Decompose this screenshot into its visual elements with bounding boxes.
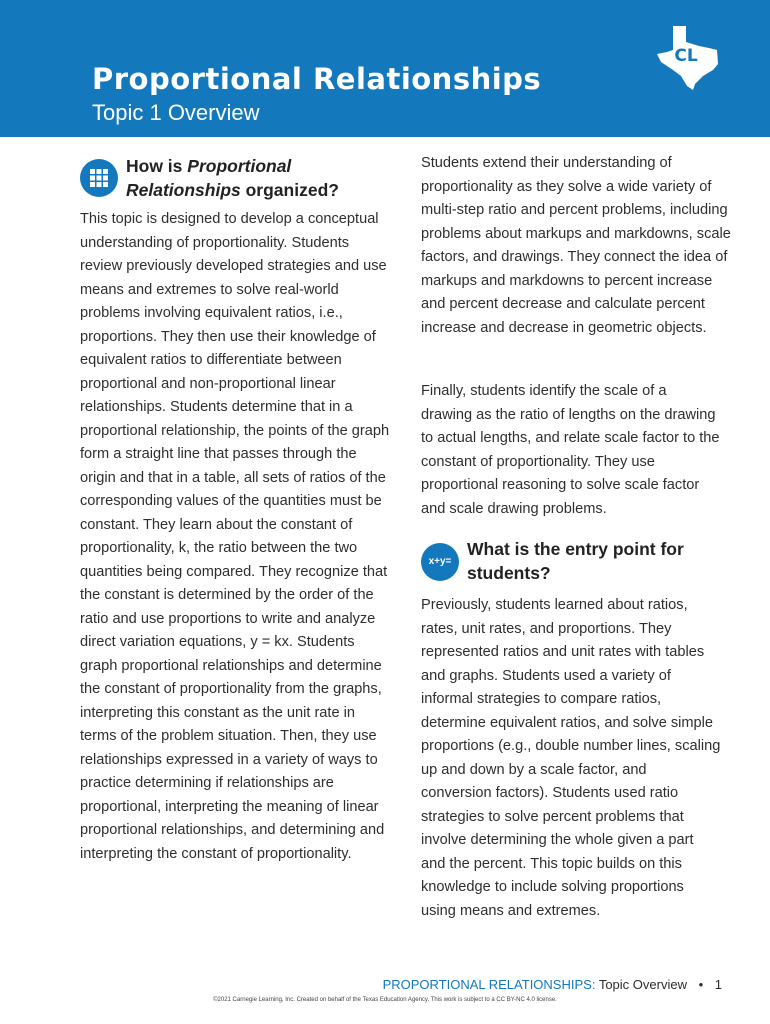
footer-bullet: •	[698, 977, 704, 992]
grid-icon	[80, 159, 118, 197]
section1-heading	[126, 154, 376, 202]
page-subtitle: Topic 1 Overview	[92, 100, 260, 125]
section1-body: This topic is designed to develop a conceptual understanding of proportionality. Students review previously developed strategies and use means and extremes to solve real-world problems involving equivalent ratios, i.e., proportions. They then use their knowledge of equivalent ratios to differentiate between proportional and non-proportional linear relationships. Students determine that in a proportional relationship, the points of the graph form a straight line that passes through the origin and that in a table, all sets of ratios of the corresponding values of the quantities must be constant. They learn about the constant of proportionality, k, the ratio between the two quantities being compared. They recognize that the constant is determined by the order of the ratio and use proportions to write and analyze direct variation equations, y = kx. Students graph proportional relationships and determine the constant of proportionality from the graphs, interpreting this constant as the unit rate in terms of the problem situation. Then, they use relationships expressed in a variety of ways to practice determining if relationships are proportional, interpreting the meaning of linear proportional relationships, and determining and interpreting the constant of proportionality.	[80, 211, 390, 862]
section1-body-column	[80, 208, 390, 866]
right-para1-text: Students extend their understanding of proportionality as they solve a wide variety of multi-step ratio and percent problems, including problems about markups and markdowns, scale factors, and drawings. They connect the idea of markups and markdowns to percent increase and percent decrease and calculate percent increase and decrease in geometric objects.	[421, 155, 731, 336]
section1-heading-pre: How is	[126, 156, 188, 176]
section2-body: Previously, students learned about ratios, rates, unit rates, and proportions. They represented ratios and unit rates with tables and graphs. Students used a variety of informal strategies to compare ratios, determine equivalent ratios, and solve simple proportions (e.g., double number lines, scaling up and down by a scale factor, and conversion factors). Students used ratio strategies to solve percent problems that involve determining the whole given a part and the percent. This topic builds on this knowledge to include solving proportions using means and extremes.	[421, 597, 721, 919]
footer-caption-topic: PROPORTIONAL RELATIONSHIPS:	[382, 977, 596, 992]
equation-icon-text: x+y=	[428, 556, 452, 567]
page-title: Proportional Relationships	[92, 62, 542, 96]
copyright-notice: ©2021 Carnegie Learning, Inc. Created on behalf of the Texas Education Agency. This work is subject to a CC BY-NC 4.0 license.	[213, 997, 557, 1003]
logo-text: CL	[674, 46, 698, 66]
right-paragraph-1	[421, 152, 731, 340]
equation-icon	[421, 543, 459, 581]
right-para2-text: Finally, students identify the scale of a drawing as the ratio of lengths on the drawing to actual lengths, and relate scale factor to the constant of proportionality. They use proportional reasoning to solve scale factor and scale drawing problems.	[421, 383, 720, 517]
header-banner	[0, 0, 770, 137]
page-footer	[383, 977, 722, 992]
texas-cl-logo-icon	[655, 22, 725, 92]
page-number: 1	[714, 977, 722, 992]
right-paragraph-2	[421, 380, 721, 521]
section2-heading: What is the entry point for students?	[467, 539, 684, 583]
footer-caption-rest: Topic Overview	[595, 977, 687, 992]
section2-body-column	[421, 594, 721, 923]
section1-heading-italic: Proportional Relationships	[126, 156, 292, 200]
section1-heading-post: organized?	[240, 180, 339, 200]
